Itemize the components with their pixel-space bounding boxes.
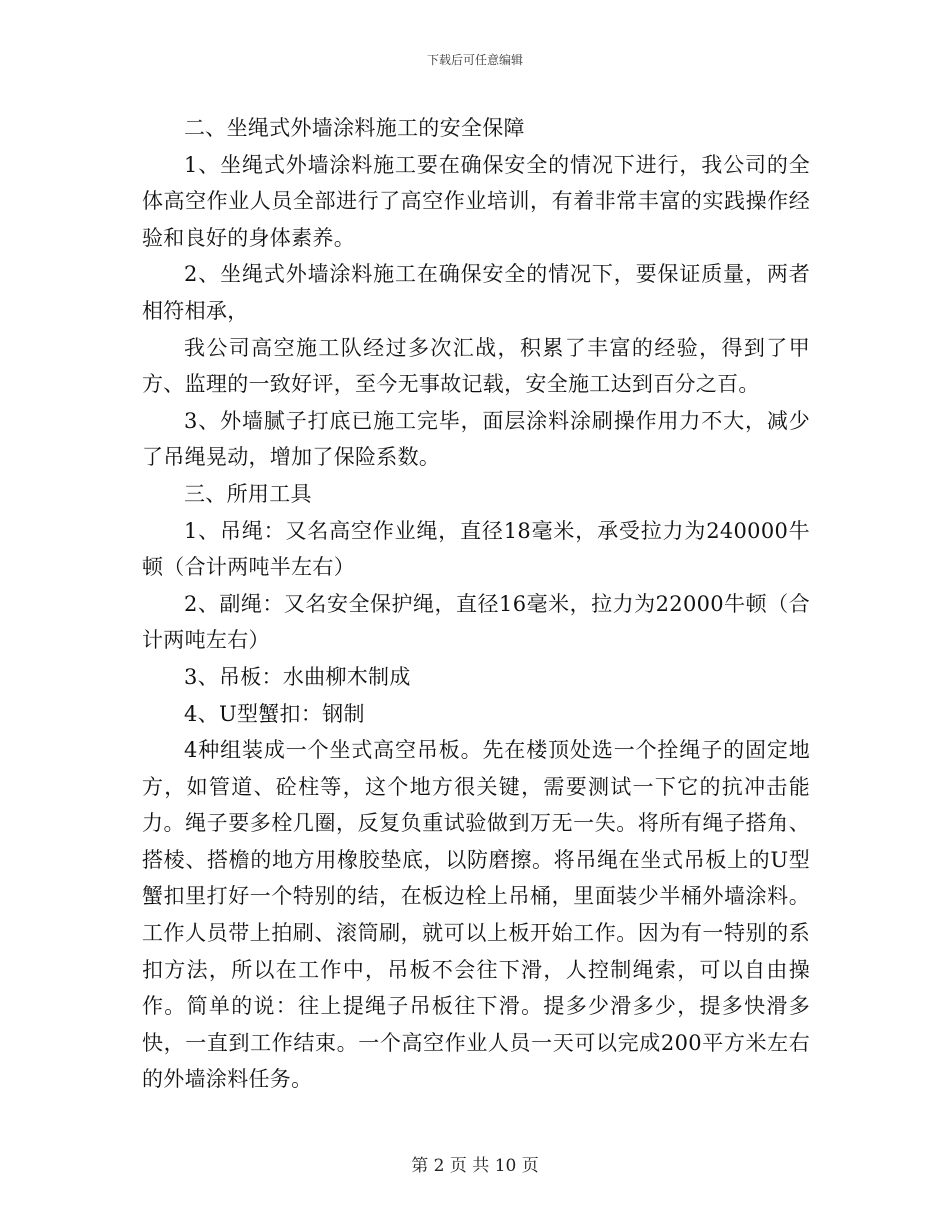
paragraph-tool-1: 1、吊绳：又名高空作业绳，直径18毫米，承受拉力为240000牛顿（合计两吨半左右） <box>142 518 810 580</box>
paragraph-safety-2-cont: 我公司高空施工队经过多次汇战，积累了丰富的经验，得到了甲方、监理的一致好评，至今无事故记载，安全施工达到百分之百。 <box>142 335 810 397</box>
paragraph-safety-2: 2、坐绳式外墙涂料施工在确保安全的情况下，要保证质量，两者相符相承， <box>142 262 810 323</box>
paragraph-tool-2: 2、副绳：又名安全保护绳，直径16毫米，拉力为22000牛顿（合计两吨左右） <box>142 591 810 653</box>
page-header-note: 下载后可任意编辑 <box>426 53 523 67</box>
page-footer <box>0 1155 950 1177</box>
document-body <box>142 110 810 1098</box>
section-heading-safety: 二、坐绳式外墙涂料施工的安全保障 <box>184 116 525 140</box>
section-heading-tools: 三、所用工具 <box>184 481 312 506</box>
page-number-label: 第 2 页 共 10 页 <box>411 1156 539 1176</box>
paragraph-safety-1: 1、坐绳式外墙涂料施工要在确保安全的情况下进行，我公司的全体高空作业人员全部进行了高空作业培训，有着非常丰富的实践操作经验和良好的身体素养。 <box>142 152 810 250</box>
paragraph-tool-3: 3、吊板：水曲柳木制成 <box>184 664 411 689</box>
paragraph-tool-4: 4、U型蟹扣：钢制 <box>184 701 365 726</box>
paragraph-assembly: 4种组装成一个坐式高空吊板。先在楼顶处选一个拴绳子的固定地方，如管道、砼柱等，这个地方很关键，需要测试一下它的抗冲击能力。绳子要多栓几圈，反复负重试验做到万无一失。将所有绳子搭角、搭棱、搭檐的地方用橡胶垫底，以防磨擦。将吊绳在坐式吊板上的U型蟹扣里打好一个特别的结，在板边栓上吊桶，里面装少半桶外墙涂料。工作人员带上拍刷、滚筒刷，就可以上板开始工作。因为有一特别的系扣方法，所以在工作中，吊板不会往下滑，人控制绳索，可以自由操作。简单的说：往上提绳子吊板往下滑。提多少滑多少，提多快滑多快，一直到工作结束。一个高空作业人员一天可以完成200平方米左右的外墙涂料任务。 <box>142 738 810 1092</box>
paragraph-safety-3: 3、外墙腻子打底已施工完毕，面层涂料涂刷操作用力不大，减少了吊绳晃动，增加了保险系数。 <box>142 408 810 470</box>
